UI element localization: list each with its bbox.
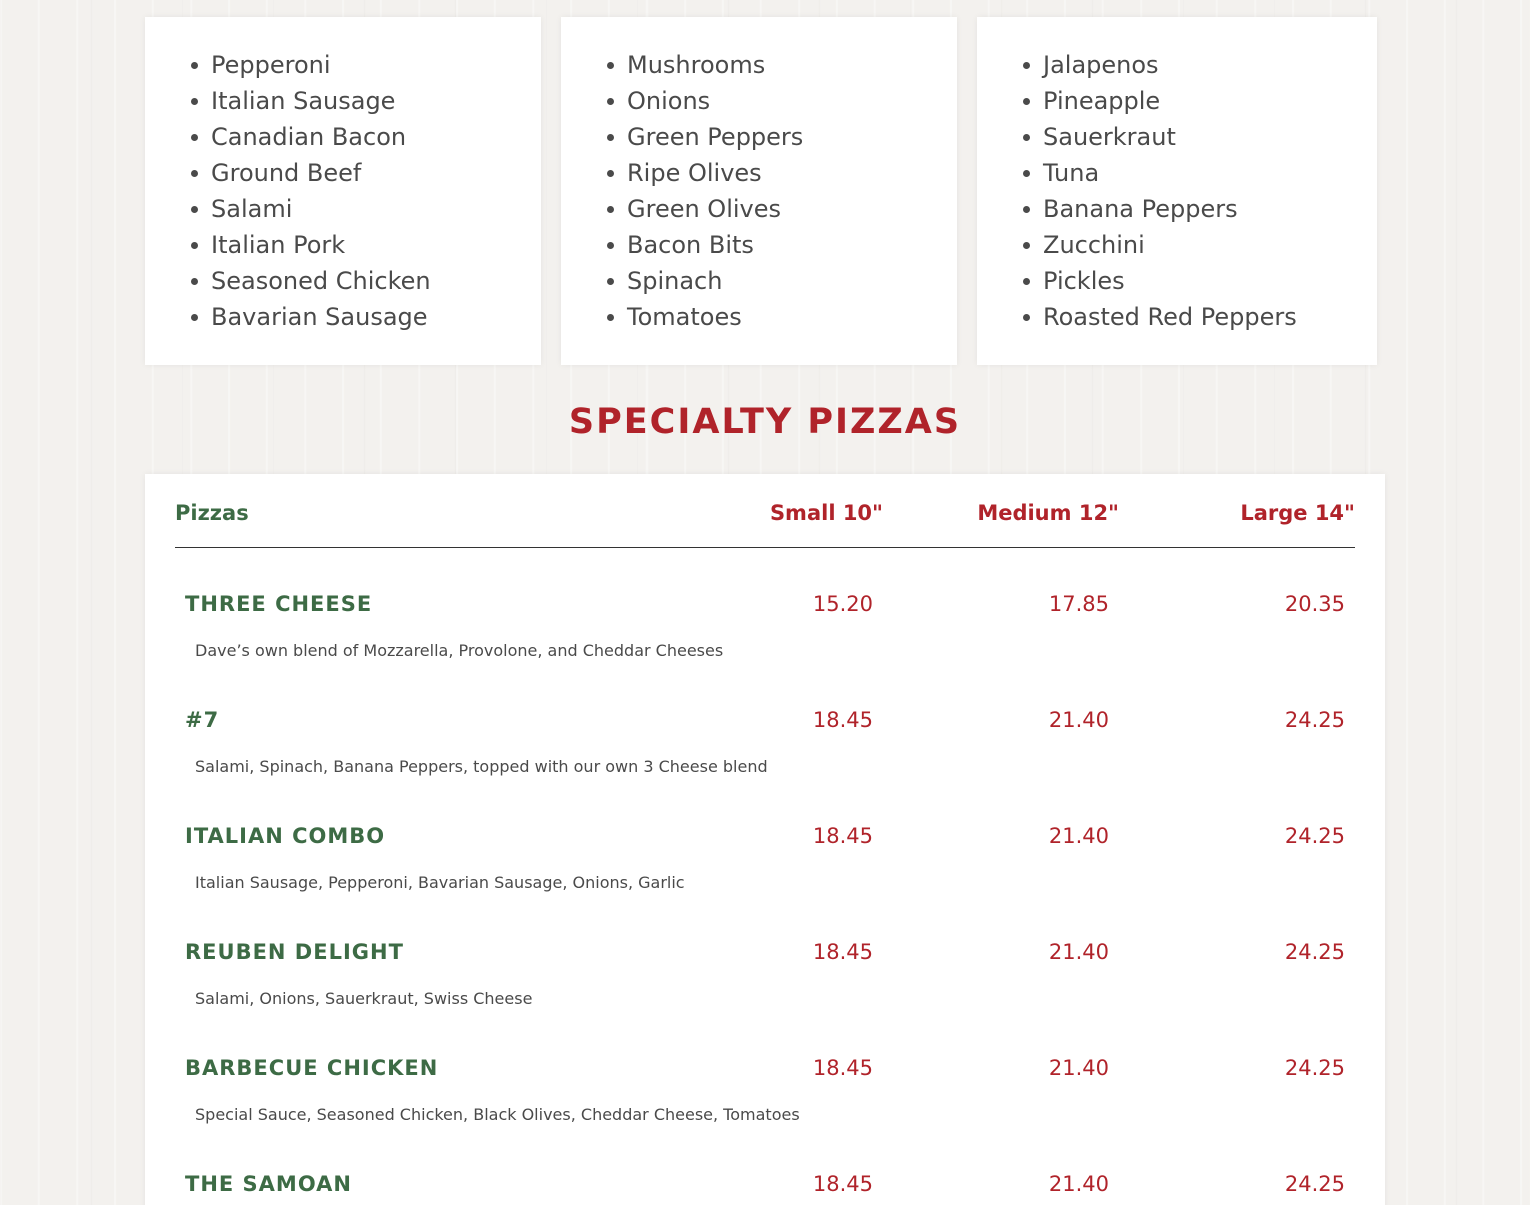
list-item [211,47,541,83]
topping-label: Green Peppers [627,123,804,151]
bullet-icon [607,242,614,249]
pizza-description: Dave’s own blend of Mozzarella, Provolone, and Cheddar Cheeses [195,641,724,660]
list-item [627,263,957,299]
topping-label: Roasted Red Peppers [1043,303,1297,331]
price-small: 18.45 [812,708,873,732]
price-medium: 21.40 [1048,1056,1109,1080]
list-item [211,263,541,299]
toppings-list-veggies [561,17,957,335]
list-item [211,155,541,191]
list-item [211,227,541,263]
bullet-icon [1023,134,1030,141]
list-item [627,227,957,263]
price-small: 18.45 [812,940,873,964]
toppings-card-other [977,17,1377,365]
price-medium: 21.40 [1048,1172,1109,1196]
toppings-list-other [977,17,1377,335]
price-medium: 21.40 [1048,940,1109,964]
list-item [627,83,957,119]
price-medium: 21.40 [1048,708,1109,732]
list-item [1043,227,1377,263]
bullet-icon [607,62,614,69]
list-item [627,155,957,191]
bullet-icon [191,170,198,177]
list-item [1043,191,1377,227]
toppings-list-meats [145,17,541,335]
table-row [145,708,1385,824]
table-row [145,940,1385,1056]
pizza-name: REUBEN DELIGHT [185,940,404,964]
bullet-icon [191,206,198,213]
bullet-icon [607,134,614,141]
price-medium: 21.40 [1048,824,1109,848]
bullet-icon [607,278,614,285]
table-row [145,1172,1385,1205]
column-header-small: Small 10" [769,501,883,525]
list-item [627,119,957,155]
list-item [1043,83,1377,119]
topping-label: Ground Beef [211,159,362,187]
pizza-name: THE SAMOAN [185,1172,352,1196]
pizza-name: ITALIAN COMBO [185,824,386,848]
bullet-icon [1023,242,1030,249]
bullet-icon [191,278,198,285]
topping-label: Banana Peppers [1043,195,1238,223]
price-small: 18.45 [812,1172,873,1196]
topping-label: Ripe Olives [627,159,762,187]
bullet-icon [1023,314,1030,321]
bullet-icon [1023,206,1030,213]
pizza-description: Italian Sausage, Pepperoni, Bavarian Sausage, Onions, Garlic [195,873,685,892]
bullet-icon [1023,278,1030,285]
topping-label: Salami [211,195,293,223]
price-small: 18.45 [812,824,873,848]
topping-label: Green Olives [627,195,782,223]
topping-label: Mushrooms [627,51,766,79]
topping-label: Canadian Bacon [211,123,407,151]
topping-label: Italian Sausage [211,87,396,115]
topping-label: Bacon Bits [627,231,754,259]
price-large: 20.35 [1284,592,1345,616]
topping-label: Pineapple [1043,87,1161,115]
column-header-pizzas: Pizzas [175,501,249,525]
list-item [211,191,541,227]
pizza-name: THREE CHEESE [185,592,373,616]
bullet-icon [1023,98,1030,105]
table-row [145,592,1385,708]
topping-label: Tomatoes [627,303,742,331]
bullet-icon [191,242,198,249]
list-item [211,119,541,155]
topping-label: Italian Pork [211,231,346,259]
pizza-description: Salami, Onions, Sauerkraut, Swiss Cheese [195,989,533,1008]
topping-label: Spinach [627,267,723,295]
bullet-icon [1023,170,1030,177]
bullet-icon [191,62,198,69]
bullet-icon [1023,62,1030,69]
price-large: 24.25 [1284,824,1345,848]
list-item [1043,299,1377,335]
pizza-description: Special Sauce, Seasoned Chicken, Black Olives, Cheddar Cheese, Tomatoes [195,1105,800,1124]
column-header-medium: Medium 12" [977,501,1119,525]
bullet-icon [191,314,198,321]
price-medium: 17.85 [1048,592,1109,616]
toppings-card-veggies [561,17,957,365]
bullet-icon [607,170,614,177]
price-small: 15.20 [812,592,873,616]
specialty-pizza-table [145,474,1385,1205]
bullet-icon [191,134,198,141]
section-title: SPECIALTY PIZZAS [568,402,962,442]
list-item [211,83,541,119]
table-row [145,1056,1385,1172]
bullet-icon [607,314,614,321]
list-item [627,299,957,335]
topping-label: Pickles [1043,267,1125,295]
list-item [1043,155,1377,191]
list-item [627,191,957,227]
price-large: 24.25 [1284,1056,1345,1080]
price-small: 18.45 [812,1056,873,1080]
pizza-description: Salami, Spinach, Banana Peppers, topped with our own 3 Cheese blend [195,757,768,776]
list-item [211,299,541,335]
topping-label: Sauerkraut [1043,123,1176,151]
table-row [145,824,1385,940]
list-item [1043,263,1377,299]
bullet-icon [607,98,614,105]
topping-label: Jalapenos [1043,51,1159,79]
price-large: 24.25 [1284,708,1345,732]
topping-label: Pepperoni [211,51,331,79]
bullet-icon [607,206,614,213]
topping-label: Onions [627,87,711,115]
list-item [1043,47,1377,83]
topping-label: Zucchini [1043,231,1145,259]
topping-label: Seasoned Chicken [211,267,431,295]
pizza-name: BARBECUE CHICKEN [185,1056,439,1080]
list-item [627,47,957,83]
topping-label: Tuna [1043,159,1100,187]
pizza-name: #7 [185,708,220,732]
toppings-card-meats [145,17,541,365]
price-large: 24.25 [1284,940,1345,964]
table-header [175,474,1355,548]
column-header-large: Large 14" [1240,501,1355,525]
topping-label: Bavarian Sausage [211,303,428,331]
list-item [1043,119,1377,155]
bullet-icon [191,98,198,105]
price-large: 24.25 [1284,1172,1345,1196]
